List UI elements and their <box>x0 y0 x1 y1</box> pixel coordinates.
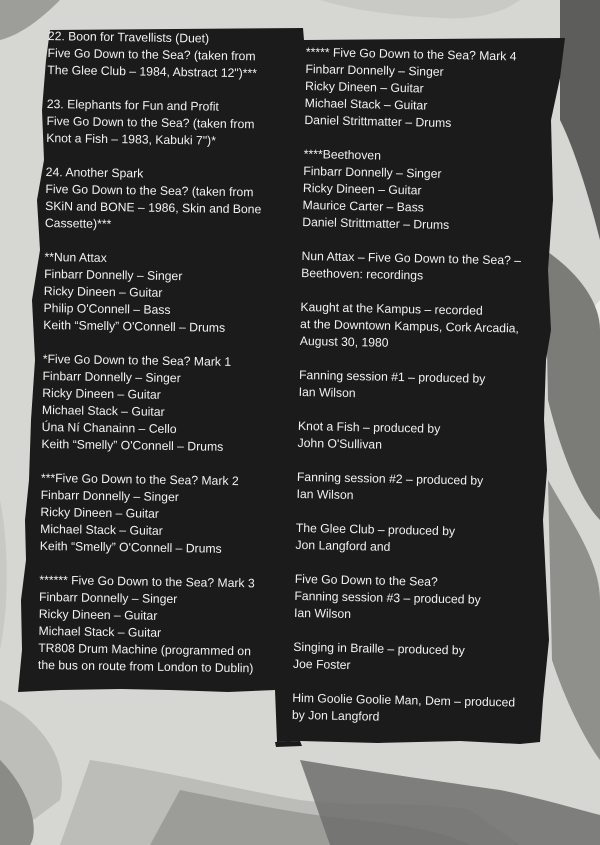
text-line: Five Go Down to the Sea? (taken from <box>45 181 254 200</box>
recording-fanning-session-3 <box>294 571 555 627</box>
text-line: 24. Another Spark <box>45 164 144 181</box>
lineup-mark-3 <box>38 572 290 678</box>
right-text-column <box>292 44 566 729</box>
track-24 <box>45 164 296 236</box>
text-line: Úna Ní Chanainn – Cello <box>41 419 177 437</box>
text-line: August 30, 1980 <box>299 333 389 350</box>
text-line: Keith “Smelly” O'Connell – Drums <box>39 538 222 556</box>
text-line: Ian Wilson <box>298 384 356 401</box>
recording-singing-in-braille <box>293 639 554 678</box>
text-line: Knot a Fish – produced by <box>297 418 441 436</box>
text-line: Finbarr Donnelly – Singer <box>38 589 178 607</box>
text-line: Him Goolie Goolie Man, Dem – produced <box>292 690 516 710</box>
text-line: John O'Sullivan <box>297 435 383 452</box>
text-line: Finbarr Donnelly – Singer <box>303 163 442 181</box>
recordings-heading <box>301 248 562 287</box>
text-line: 23. Elephants for Fun and Profit <box>46 96 219 114</box>
text-line: Philip O'Connell – Bass <box>43 300 171 317</box>
text-line: Finbarr Donnelly – Singer <box>42 368 181 386</box>
text-line: Finbarr Donnelly – Singer <box>44 266 183 284</box>
text-line: Ricky Dineen – Guitar <box>302 180 422 198</box>
text-line: Michael Stack – Guitar <box>41 402 165 419</box>
text-line: Nun Attax – Five Go Down to the Sea? – <box>301 248 522 268</box>
track-23 <box>46 96 297 151</box>
text-line: Fanning session #2 – produced by <box>296 469 484 488</box>
text-line: Fanning session #1 – produced by <box>298 367 486 386</box>
text-line: Michael Stack – Guitar <box>38 623 162 640</box>
text-line: Ricky Dineen – Guitar <box>304 78 424 96</box>
lineup-mark-1 <box>41 351 293 457</box>
text-line: Joe Foster <box>292 656 351 673</box>
text-line: Five Go Down to the Sea? (taken from <box>46 113 255 132</box>
text-line: Kaught at the Kampus – recorded <box>300 299 483 318</box>
text-line: 22. Boon for Travellists (Duet) <box>47 28 210 46</box>
text-line: Five Go Down to the Sea? (taken from <box>47 45 256 64</box>
text-line: Singing in Braille – produced by <box>293 639 465 658</box>
text-line: Knot a Fish – 1983, Kabuki 7")* <box>46 130 217 148</box>
left-text-column <box>38 28 298 678</box>
text-line: ***** Five Go Down to the Sea? Mark 4 <box>305 44 517 64</box>
text-line: SKiN and BONE – 1986, Skin and Bone <box>45 198 262 217</box>
recording-the-glee-club <box>295 520 556 559</box>
recording-kaught-at-the-kampus <box>300 299 561 355</box>
text-line: Michael Stack – Guitar <box>40 521 163 538</box>
text-line: Daniel Strittmatter – Drums <box>302 214 450 233</box>
text-line: Fanning session #3 – produced by <box>294 588 481 607</box>
lineup-mark-2 <box>40 470 291 559</box>
recording-fanning-session-2 <box>296 469 557 508</box>
recording-fanning-session-1 <box>299 367 560 406</box>
text-line: ****Beethoven <box>303 146 382 163</box>
text-line: Maurice Carter – Bass <box>302 197 424 215</box>
text-line: by Jon Langford <box>291 707 380 724</box>
text-line: the bus on route from London to Dublin) <box>37 657 254 676</box>
text-line: Ricky Dineen – Guitar <box>38 606 158 623</box>
lineup-beethoven <box>302 146 564 236</box>
text-line: ***Five Go Down to the Sea? Mark 2 <box>40 470 239 489</box>
text-line: The Glee Club – 1984, Abstract 12")*** <box>47 62 258 81</box>
text-line: Daniel Strittmatter – Drums <box>304 112 452 131</box>
lineup-nun-attax <box>43 249 294 338</box>
text-line: Beethoven: recordings <box>301 265 424 283</box>
text-line: *Five Go Down to the Sea? Mark 1 <box>42 351 232 369</box>
text-line: Ricky Dineen – Guitar <box>42 385 161 402</box>
text-line: The Glee Club – produced by <box>295 520 456 539</box>
text-line: TR808 Drum Machine (programmed on <box>38 640 252 659</box>
text-line: Five Go Down to the Sea? <box>294 571 438 589</box>
text-line: Keith “Smelly” O'Connell – Drums <box>43 317 226 335</box>
text-line: Jon Langford and <box>295 537 391 554</box>
text-line: Ian Wilson <box>296 486 354 503</box>
text-line: Michael Stack – Guitar <box>304 95 428 113</box>
text-line: Ian Wilson <box>293 605 352 622</box>
text-line: Ricky Dineen – Guitar <box>40 504 160 521</box>
text-line: Finbarr Donnelly – Singer <box>305 61 444 79</box>
text-line: **Nun Attax <box>44 249 107 265</box>
recording-knot-a-fish <box>297 418 558 457</box>
text-line: Keith “Smelly” O'Connell – Drums <box>41 436 224 454</box>
track-22 <box>47 28 298 83</box>
text-line: Cassette)*** <box>44 215 112 232</box>
text-line: at the Downtown Kampus, Cork Arcadia, <box>299 316 520 336</box>
text-line: Ricky Dineen – Guitar <box>43 283 163 300</box>
text-line: ****** Five Go Down to the Sea? Mark 3 <box>39 572 255 591</box>
text-line: Finbarr Donnelly – Singer <box>40 487 179 505</box>
recording-him-goolie-goolie-man <box>292 690 553 729</box>
lineup-mark-4 <box>304 44 566 134</box>
